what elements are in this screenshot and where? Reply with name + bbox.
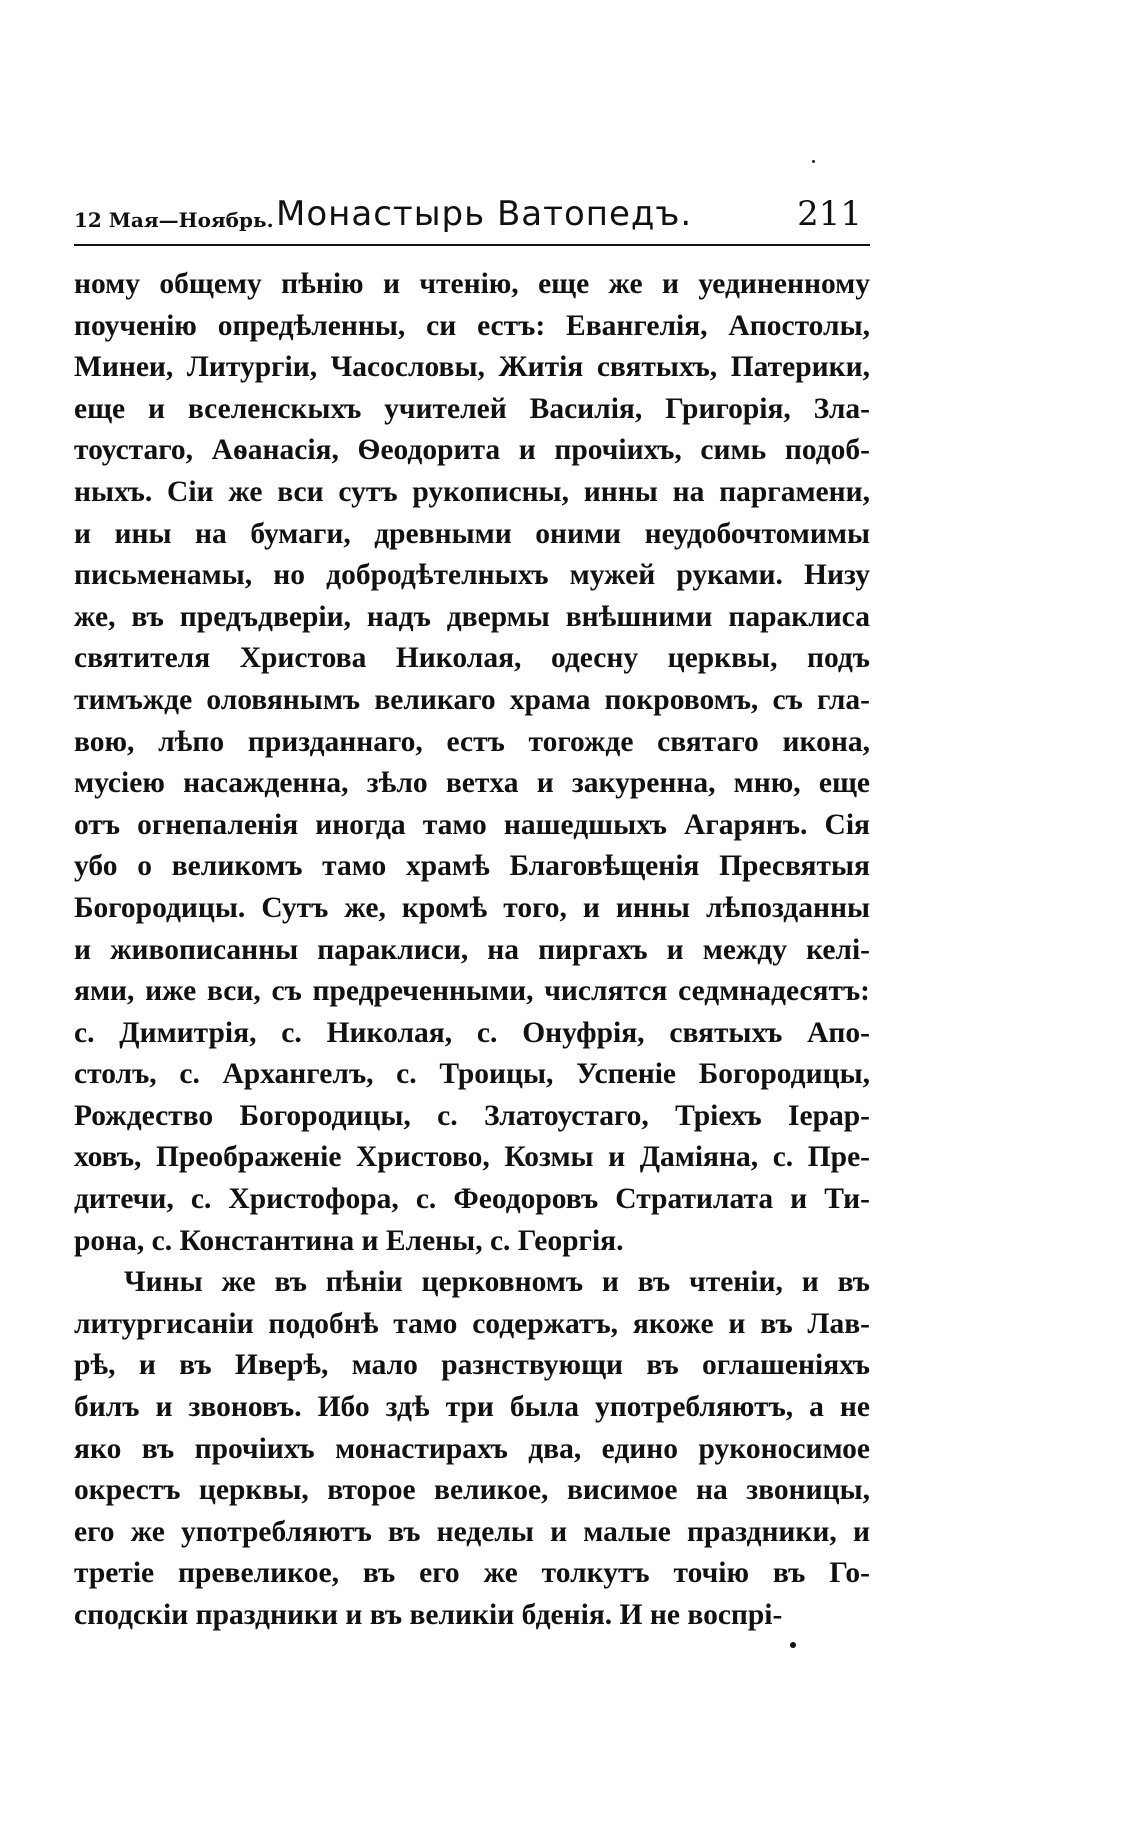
body-text <box>74 264 870 1637</box>
text-line: билъ и звоновъ. Ибо здѣ три была употребляютъ, а не <box>74 1391 870 1424</box>
text-line: письменамы, но добродѣтелныхъ мужей руками. Низу <box>74 559 870 592</box>
text-line: ями, иже вси, съ предреченными, числятся седмнадесятъ: <box>74 975 870 1008</box>
text-line: ховъ, Преображеніе Христово, Козмы и Даміяна, с. Пре- <box>74 1141 870 1174</box>
text-line: ныхъ. Сіи же вси сутъ рукописны, инны на паргамени, <box>74 475 870 508</box>
text-line: окрестъ церквы, второе великое, висимое на звоницы, <box>74 1474 870 1507</box>
text-line: поученію опредѣленны, си естъ: Евангелія, Апостолы, <box>74 309 870 342</box>
text-line: рона, с. Константина и Елены, с. Георгія. <box>74 1224 624 1257</box>
text-line: и живописанны параклиси, на пиргахъ и между келі- <box>74 933 870 966</box>
text-line: с. Димитрія, с. Николая, с. Онуфрія, святыхъ Апо- <box>74 1016 870 1049</box>
text-line: мусіею насажденна, зѣло ветха и закуренна, мню, еще <box>74 767 870 800</box>
text-line: святителя Христова Николая, одесну церквы, подъ <box>74 642 870 675</box>
text-line: ному общему пѣнію и чтенію, еще же и уединенному <box>74 268 870 300</box>
text-line: его же употребляютъ въ неделы и малые праздники, и <box>74 1515 870 1548</box>
paragraph <box>74 1262 870 1636</box>
text-line: дитечи, с. Христофора, с. Феодоровъ Стратилата и Ти- <box>74 1183 870 1216</box>
text-line: тоустаго, Аѳанасія, Ѳеодорита и прочіихъ, симь подоб- <box>74 434 870 467</box>
ink-speck <box>812 160 815 163</box>
text-line: отъ огнепаленія иногда тамо нашедшыхъ Агарянъ. Сія <box>74 808 870 841</box>
date-range: 12 Мая—Ноябрь. <box>74 208 274 232</box>
text-line: литургисаніи подобнѣ тамо содержатъ, якоже и въ Лав- <box>74 1307 870 1340</box>
text-line: Чины же въ пѣніи церковномъ и въ чтеніи, и въ <box>124 1266 870 1299</box>
text-line: сподскіи праздники и въ великіи бденія. И не воспрі- <box>74 1599 783 1631</box>
text-line: рѣ, и въ Иверѣ, мало разнствующи въ оглашеніяхъ <box>74 1349 870 1382</box>
text-line: Минеи, Литургіи, Часословы, Житія святыхъ, Патерики, <box>74 351 870 384</box>
text-line: же, въ предъдверіи, надъ двермы внѣшними параклиса <box>74 600 870 633</box>
text-line: третіе превеликое, въ его же толкутъ точію въ Го- <box>74 1557 870 1590</box>
paragraph <box>74 264 870 1262</box>
text-line: яко въ прочіихъ монастирахъ два, едино руконосимое <box>74 1432 870 1465</box>
text-line: Богородицы. Сутъ же, кромѣ того, и инны лѣпозданны <box>74 891 870 924</box>
text-line: еще и вселенскыхъ учителей Василія, Григорія, Зла- <box>74 392 870 425</box>
text-line: убо о великомъ тамо храмѣ Благовѣщенія Пресвятыя <box>74 850 870 883</box>
header-rule <box>74 244 870 246</box>
running-title: Монастырь Ватопедъ. <box>276 194 693 234</box>
ink-speck <box>790 1642 796 1648</box>
text-line: вою, лѣпо призданнаго, естъ тогожде святаго икона, <box>74 725 870 758</box>
running-header <box>74 190 870 240</box>
text-line: Рождество Богородицы, с. Златоустаго, Тріехъ Іерар- <box>74 1099 870 1132</box>
text-line: столъ, с. Архангелъ, с. Троицы, Успеніе Богородицы, <box>74 1058 870 1091</box>
page-number: 211 <box>797 194 862 234</box>
text-line: и ины на бумаги, древными оними неудобочтомимы <box>74 517 870 550</box>
text-line: тимъжде оловянымъ великаго храма покровомъ, съ гла- <box>74 683 870 716</box>
